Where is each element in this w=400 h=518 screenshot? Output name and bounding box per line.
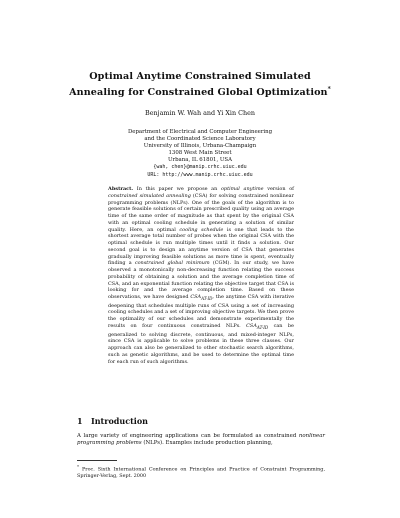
affiliation-line: University of Illinois, Urbana-Champaign xyxy=(143,143,257,150)
affiliation-line: Department of Electrical and Computer Engineering xyxy=(127,129,273,135)
footnote-text: Proc. Sixth International Conference on Principles and Practice of Constraint Programming, Springer-Verlag, Sept. 2000 xyxy=(77,466,325,480)
paper-title xyxy=(40,70,360,99)
intro-paragraph xyxy=(77,433,325,447)
abstract-emph: cooling schedule xyxy=(179,226,224,233)
title-line-2-text: Annealing for Constrained Global Optimization xyxy=(69,87,328,99)
abstract xyxy=(108,186,294,365)
abstract-emph: constrained simulated annealing xyxy=(108,192,191,199)
affiliation-line: Urbana, IL 61801, USA xyxy=(167,157,233,164)
title-footnote-mark: * xyxy=(327,86,331,93)
abstract-text: version of xyxy=(263,186,294,192)
affiliation-block xyxy=(40,129,360,179)
title-line-2 xyxy=(40,83,360,99)
author-list: Benjamin W. Wah and Yi Xin Chen xyxy=(145,109,255,117)
abstract-text: can be generalized to solving discrete, continuous, and mixed-integer NLPs, since CSA is applicable to solve problems in these three classes. Our approach can also be generalized to other stochastic search algorithms, such as genetic algorithms, and be used to determine the optimal time for each run of such algorithms. xyxy=(108,322,294,365)
algorithm-subscript: AT-ID xyxy=(201,295,213,301)
algorithm-name: CSA xyxy=(246,322,257,329)
affiliation-line: and the Coordinated Science Laboratory xyxy=(144,136,256,143)
affiliation-line: 1308 West Main Street xyxy=(168,150,232,157)
abstract-text: (CGM). In our study, we have observed a monotonically non-decreasing function relating the success probability of obtaining a solution and the average completion time of CSA, and an exponential function relating the objective target that CSA is looking for and the average completion time. Based on these observations, we have designed xyxy=(108,260,294,300)
abstract-text: In this paper we propose an xyxy=(133,186,221,192)
algorithm-subscript: AT-ID xyxy=(256,324,269,330)
title-line-1: Optimal Anytime Constrained Simulated xyxy=(89,71,311,82)
abstract-text: (CSA) for solving constrained nonlinear programming problems (NLPs). One of the goals of the algorithm is to generate feasible solutions of certain prescribed quality using an average time of the same order of magnitude as that spent by the original CSA with an optimal cooling schedule in generating a solution of similar quality. Here, an optimal xyxy=(108,192,294,233)
intro-text: A large variety of engineering applications can be formulated as constrained xyxy=(77,433,299,439)
abstract-emph: optimal anytime xyxy=(220,186,264,192)
abstract-label: Abstract. xyxy=(108,186,134,192)
abstract-emph: constrained global minimum xyxy=(134,260,210,267)
algorithm-name: CSA xyxy=(190,294,202,300)
abstract-text: , the anytime CSA with iterative deepening that schedules multiple runs of CSA using a set of increasing cooling schedules and a set of improving objective targets. We then prove the optimality of our schedules and demonstrate experimentally the results on four continuous constrained NLPs. xyxy=(108,294,294,329)
section-title: Introduction xyxy=(91,416,148,426)
footnote-rule xyxy=(77,460,117,461)
author-url: URL: http://www.manip.crhc.uiuc.edu xyxy=(147,171,253,178)
section-heading xyxy=(77,416,148,426)
intro-text: (NLPs). Examples include production planning, xyxy=(141,440,273,447)
footnote-mark: * xyxy=(77,464,80,469)
footnote xyxy=(77,464,325,480)
author-email: {wah, chen}@manip.crhc.uiuc.edu xyxy=(153,164,247,171)
abstract-text: is one that leads to the shortest average total number of probes when the original CSA with the optimal schedule is run multiple times until it finds a solution. Our second goal is to design an anytime version of CSA that generates gradually improving feasible solutions as more time is spent, eventually finding a xyxy=(108,226,294,267)
intro-emph: nonlinear programming problems xyxy=(77,433,325,447)
section-number: 1 xyxy=(77,416,83,426)
